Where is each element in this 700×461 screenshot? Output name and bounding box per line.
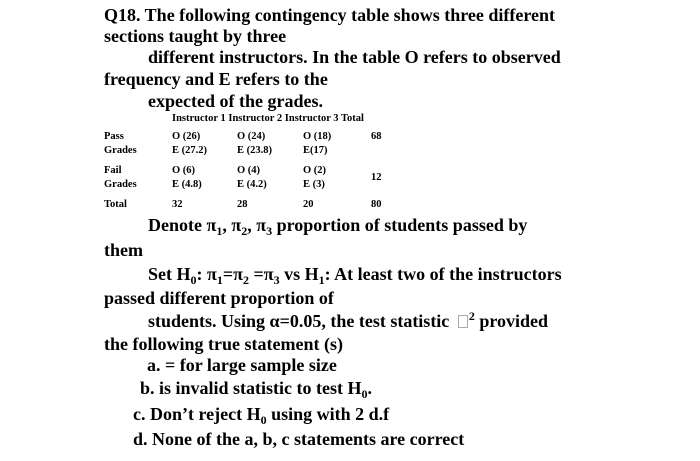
h0-sub: 0 <box>190 273 197 287</box>
row-label-total: Total <box>104 199 127 210</box>
cell-fail-e-2: E (4.2) <box>237 179 267 190</box>
table-header: Instructor 1 Instructor 2 Instructor 3 Total <box>172 113 364 124</box>
eq-mid-2: =π <box>248 264 274 284</box>
cell-fail-o-2: O (4) <box>237 165 261 176</box>
h1-sub: 1 <box>318 273 325 287</box>
row-label-fail: Fail <box>104 165 122 176</box>
cell-pass-e-3: E(17) <box>303 145 328 156</box>
hypothesis-line <box>148 263 562 285</box>
h1-body: : At least two of the instructors <box>324 264 562 284</box>
option-c-sub: 0 <box>260 413 267 427</box>
row-label-fail-grades: Grades <box>104 179 137 190</box>
question-title-line-2: sections taught by three <box>104 26 287 46</box>
line3-b: provided <box>474 311 548 331</box>
pi-3-sub: 3 <box>266 224 273 238</box>
cell-pass-o-2: O (24) <box>237 131 266 142</box>
eq2-sub: 2 <box>242 273 249 287</box>
denote-line-2: them <box>104 240 143 260</box>
cell-fail-e-1: E (4.8) <box>172 179 202 190</box>
option-c <box>133 403 389 425</box>
pi-1: π <box>206 215 217 235</box>
option-d: d. None of the a, b, c statements are correct <box>133 429 465 449</box>
line3-a: students. Using α=0.05, the test statistic <box>148 311 454 331</box>
hypothesis-line-2: passed different proportion of <box>104 288 334 308</box>
cell-total-1: 32 <box>172 199 183 210</box>
cell-fail-o-1: O (6) <box>172 165 196 176</box>
option-b-sub: 0 <box>361 387 368 401</box>
cell-pass-e-2: E (23.8) <box>237 145 272 156</box>
question-title-line-3: different instructors. In the table O refers to observed <box>148 47 561 67</box>
h-vs: vs H <box>279 264 319 284</box>
hypothesis-line-4: the following true statement (s) <box>104 334 343 354</box>
denote-suffix: proportion of students passed by <box>272 215 528 235</box>
option-a: a. = for large sample size <box>147 355 337 375</box>
denote-line: Denote $\pi_1$, $\pi_2$, $\pi_3$ proportion of students passed by <box>148 215 528 238</box>
cell-fail-o-3: O (2) <box>303 165 327 176</box>
option-c-suffix: using with 2 d.f <box>266 404 390 424</box>
contingency-table <box>104 112 404 212</box>
cell-total-2: 28 <box>237 199 248 210</box>
pi-1-sub: 1 <box>216 224 223 238</box>
eq3-sub: 3 <box>273 273 280 287</box>
line3-sup: 2 <box>468 309 475 323</box>
pi-3: π <box>256 215 267 235</box>
option-b <box>140 377 372 399</box>
denote-prefix: Denote <box>148 215 207 235</box>
cell-pass-total: 68 <box>371 131 382 142</box>
hypothesis-line-3 <box>148 310 548 332</box>
h0-body: : π <box>196 264 217 284</box>
row-label-pass-grades: Grades <box>104 145 137 156</box>
question-title-line-5: expected of the grades. <box>148 91 323 111</box>
row-label-pass: Pass <box>104 131 124 142</box>
h-set: Set H <box>148 264 191 284</box>
cell-pass-e-1: E (27.2) <box>172 145 207 156</box>
eq1-sub: 1 <box>216 273 223 287</box>
pi-2: π <box>231 215 242 235</box>
eq-mid-1: =π <box>222 264 243 284</box>
question-title-line-1: Q18. The following contingency table shows three different <box>104 5 555 25</box>
option-c-prefix: c. Don’t reject H <box>133 404 261 424</box>
cell-fail-total: 12 <box>371 172 382 183</box>
option-b-suffix: . <box>367 378 373 398</box>
pi-2-sub: 2 <box>241 224 248 238</box>
option-b-prefix: b. is invalid statistic to test H <box>140 378 362 398</box>
cell-grand-total: 80 <box>371 199 382 210</box>
cell-fail-e-3: E (3) <box>303 179 325 190</box>
cell-pass-o-3: O (18) <box>303 131 332 142</box>
question-title-line-4: frequency and E refers to the <box>104 69 328 89</box>
cell-total-3: 20 <box>303 199 314 210</box>
missing-glyph-box-icon <box>458 315 468 328</box>
cell-pass-o-1: O (26) <box>172 131 201 142</box>
